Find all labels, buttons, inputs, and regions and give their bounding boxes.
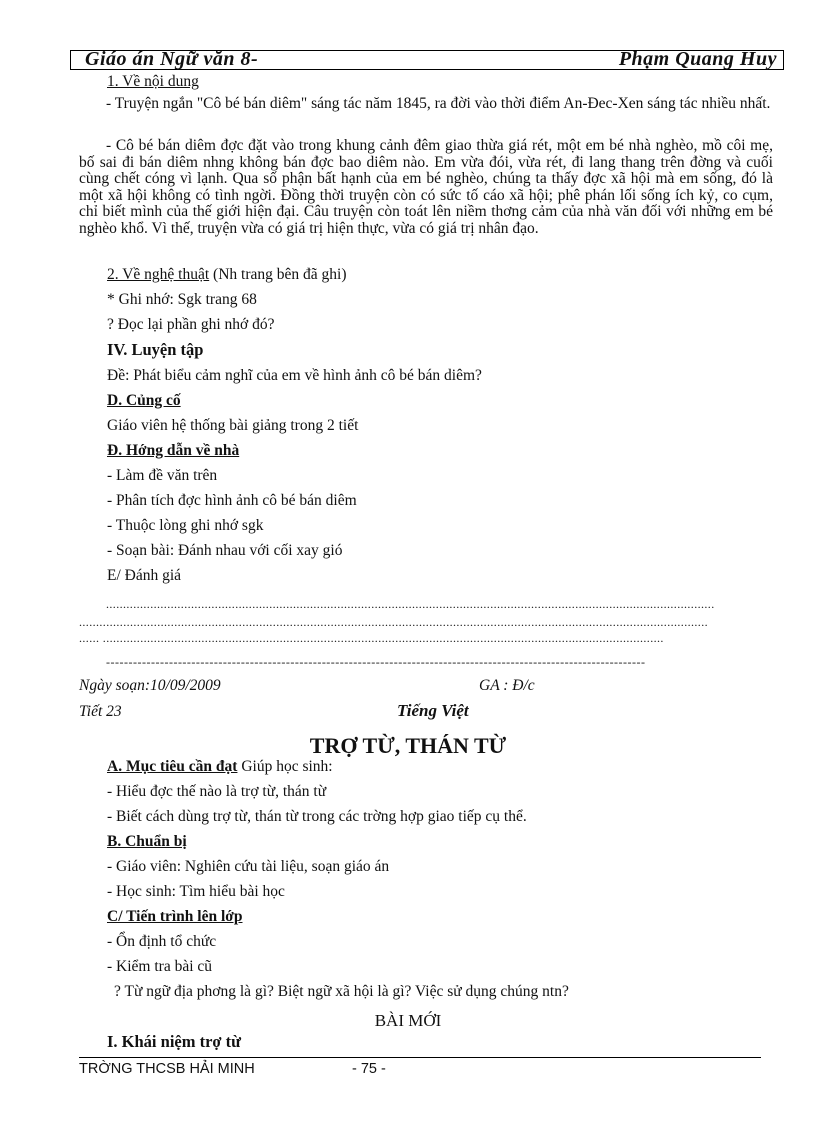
danh-gia-heading: E/ Đánh giá	[107, 567, 182, 584]
footer-school: TRỜNG THCSB HẢI MINH	[79, 1061, 255, 1077]
huong-dan-item: - Làm đề văn trên	[107, 467, 218, 484]
paragraph-2: - Cô bé bán diêm đợc đặt vào trong khung cảnh đêm giao thừa giá rét, một em bé nhà nghèo, mồ côi mẹ, bố sai đi bán diêm nhng không bán đợc bao diêm nào. Em vừa đói, vừa rét, đi lang thang trên đờng và cuối cùng chết cóng vì lạnh. Qua số phận bất hạnh của em bé nghèo, chúng ta thấy đợc xã hội mà em sống, đó là một xã hội không có tình ngời. Đồng thời truyện còn có sức tố cáo xã hội; phê phán lối sống ích kỷ, co cụm, chỉ biết mình của thế giới hiện đại. Câu truyện còn toát lên niềm thơng cảm của nhà văn đối với những em bé nghèo khổ. Vì thế, truyện vừa có giá trị hiện thực, vừa có giá trị nhân đạo.	[79, 137, 773, 237]
tiet-number: Tiết 23	[79, 703, 122, 720]
footer-rule	[79, 1057, 761, 1058]
dotted-line: .........................................................................................................................................................................................	[79, 616, 708, 628]
dotted-line: ...................................................................................................................................................................................	[106, 598, 715, 610]
dotted-line: ...... .....................................................................................................................................................................	[79, 632, 664, 644]
ghi-nho: * Ghi nhớ: Sgk trang 68	[107, 291, 257, 308]
huong-dan-heading: Đ. Hớng dẫn về nhà	[107, 442, 240, 459]
section-a-note: Giúp học sinh:	[237, 758, 333, 775]
lesson-title: TRỢ TỪ, THÁN TỪ	[309, 733, 507, 758]
section-c-item: - Ổn định tổ chức	[107, 933, 217, 950]
question-1: ? Đọc lại phần ghi nhớ đó?	[107, 316, 275, 333]
cung-co-text: Giáo viên hệ thống bài giảng trong 2 tiết	[107, 417, 359, 434]
huong-dan-item: - Thuộc lòng ghi nhớ sgk	[107, 517, 264, 534]
question-2: ? Từ ngữ địa phơng là gì? Biệt ngữ xã hội là gì? Việc sử dụng chúng ntn?	[114, 983, 569, 1000]
section-c-heading: C/ Tiến trình lên lớp	[107, 908, 243, 925]
huong-dan-item: - Phân tích đợc hình ảnh cô bé bán diêm	[107, 492, 357, 509]
section-content-heading: 1. Về nội dung	[107, 73, 199, 90]
cung-co-heading: D. Củng cố	[107, 392, 181, 409]
luyen-tap-heading: IV. Luyện tập	[107, 340, 204, 359]
huong-dan-item: - Soạn bài: Đánh nhau với cối xay gió	[107, 542, 343, 559]
section-art-note: (Nh trang bên đã ghi)	[209, 266, 347, 283]
footer-page-number: - 75 -	[352, 1061, 386, 1077]
section-art-heading: 2. Về nghệ thuật	[107, 266, 210, 283]
ngay-soan: Ngày soạn:10/09/2009	[79, 677, 221, 694]
paragraph-1: - Truyện ngắn "Cô bé bán diêm" sáng tác năm 1845, ra đời vào thời điểm An-Đec-Xen sáng tác nhiều nhất.	[106, 95, 771, 112]
section-b-heading: B. Chuẩn bị	[107, 833, 187, 850]
header-author: Phạm Quang Huy	[618, 48, 777, 70]
section-a-item: - Biết cách dùng trợ từ, thán từ trong các trờng hợp giao tiếp cụ thể.	[107, 808, 527, 825]
subject-label: Tiếng Việt	[397, 701, 469, 720]
section-art	[107, 266, 346, 284]
section-a	[107, 758, 333, 776]
bai-moi-heading: BÀI MỚI	[374, 1011, 442, 1030]
section-a-item: - Hiểu đợc thế nào là trợ từ, thán từ	[107, 783, 327, 800]
header-subject: Giáo án Ngữ văn 8-	[85, 48, 259, 70]
section-c-item: - Kiểm tra bài cũ	[107, 958, 213, 975]
luyen-tap-prompt: Đề: Phát biểu cảm nghĩ của em về hình ảnh cô bé bán diêm?	[107, 367, 482, 384]
section-a-heading: A. Mục tiêu cần đạt	[107, 758, 238, 775]
section-b-item: - Giáo viên: Nghiên cứu tài liệu, soạn giáo án	[107, 858, 390, 875]
dashed-separator: ------------------------------------------------------------------------------------------------------------------------	[106, 656, 646, 668]
section-b-item: - Học sinh: Tìm hiểu bài học	[107, 883, 285, 900]
khai-niem-heading: I. Khái niệm trợ từ	[107, 1032, 242, 1051]
giao-an-label: GA : Đ/c	[479, 677, 535, 694]
page-header	[70, 50, 784, 70]
